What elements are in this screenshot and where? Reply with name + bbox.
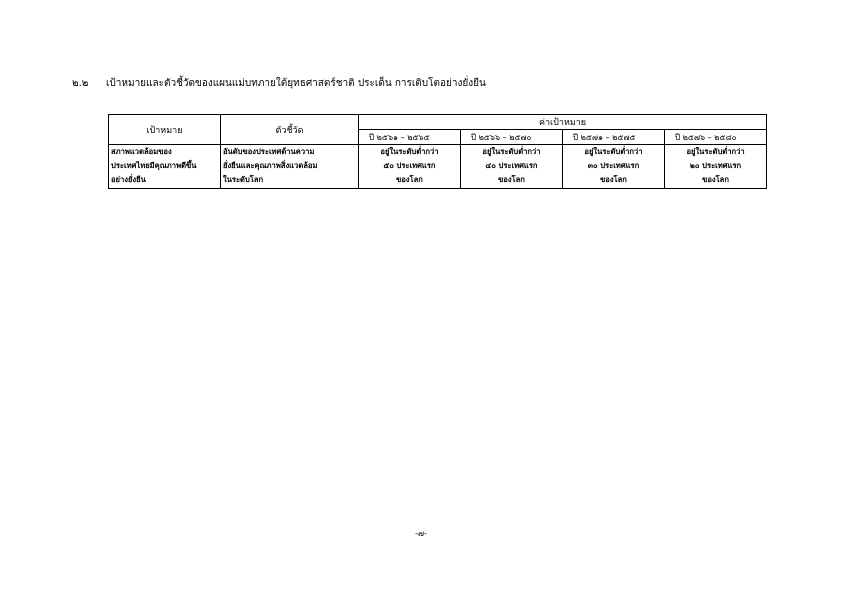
target-line: ของโลก	[498, 175, 525, 184]
section-title: เป้าหมายและตัวชี้วัดของแผนแม่บทภายใต้ยุทธศาสตร์ชาติ ประเด็น การเติบโตอย่างยั่งยืน	[106, 78, 486, 89]
target-line: ของโลก	[396, 175, 423, 184]
indicator-line: อันดับของประเทศด้านความ	[223, 147, 315, 156]
target-line: ของโลก	[600, 175, 627, 184]
period-header: ปี ๒๕๖๖ – ๒๕๗๐	[461, 130, 563, 145]
period-header: ปี ๒๕๗๖ – ๒๕๘๐	[665, 130, 767, 145]
header-target: ค่าเป้าหมาย	[359, 115, 767, 130]
period-header: ปี ๒๕๖๑ – ๒๕๖๕	[359, 130, 461, 145]
section-number: ๒.๒	[72, 78, 89, 89]
section-heading	[72, 76, 486, 91]
indicator-line: ยั่งยืนและคุณภาพสิ่งแวดล้อม	[223, 161, 318, 170]
target-line: ๕๐ ประเทศแรก	[383, 161, 436, 170]
target-cell	[665, 145, 767, 189]
target-line: อยู่ในระดับต่ำกว่า	[482, 147, 541, 156]
indicator-line: ในระดับโลก	[223, 175, 264, 184]
page-number: -๗-	[415, 529, 427, 538]
target-cell	[359, 145, 461, 189]
goal-line: สภาพแวดล้อมของ	[111, 147, 172, 156]
header-goal: เป้าหมาย	[109, 115, 221, 145]
target-line: ๔๐ ประเทศแรก	[485, 161, 538, 170]
indicator-cell	[221, 145, 359, 189]
target-line: อยู่ในระดับต่ำกว่า	[584, 147, 643, 156]
goal-line: ประเทศไทยมีคุณภาพดีขึ้น	[111, 161, 197, 170]
goal-cell	[109, 145, 221, 189]
target-cell	[563, 145, 665, 189]
target-line: อยู่ในระดับต่ำกว่า	[686, 147, 745, 156]
header-indicator: ตัวชี้วัด	[221, 115, 359, 145]
table-row	[109, 145, 767, 189]
goal-line: อย่างยั่งยืน	[111, 175, 146, 184]
target-cell	[461, 145, 563, 189]
target-line: ของโลก	[702, 175, 729, 184]
target-line: ๓๐ ประเทศแรก	[587, 161, 640, 170]
target-line: อยู่ในระดับต่ำกว่า	[380, 147, 439, 156]
target-line: ๒๐ ประเทศแรก	[689, 161, 742, 170]
period-header: ปี ๒๕๗๑ – ๒๕๗๕	[563, 130, 665, 145]
goals-table	[108, 114, 767, 189]
